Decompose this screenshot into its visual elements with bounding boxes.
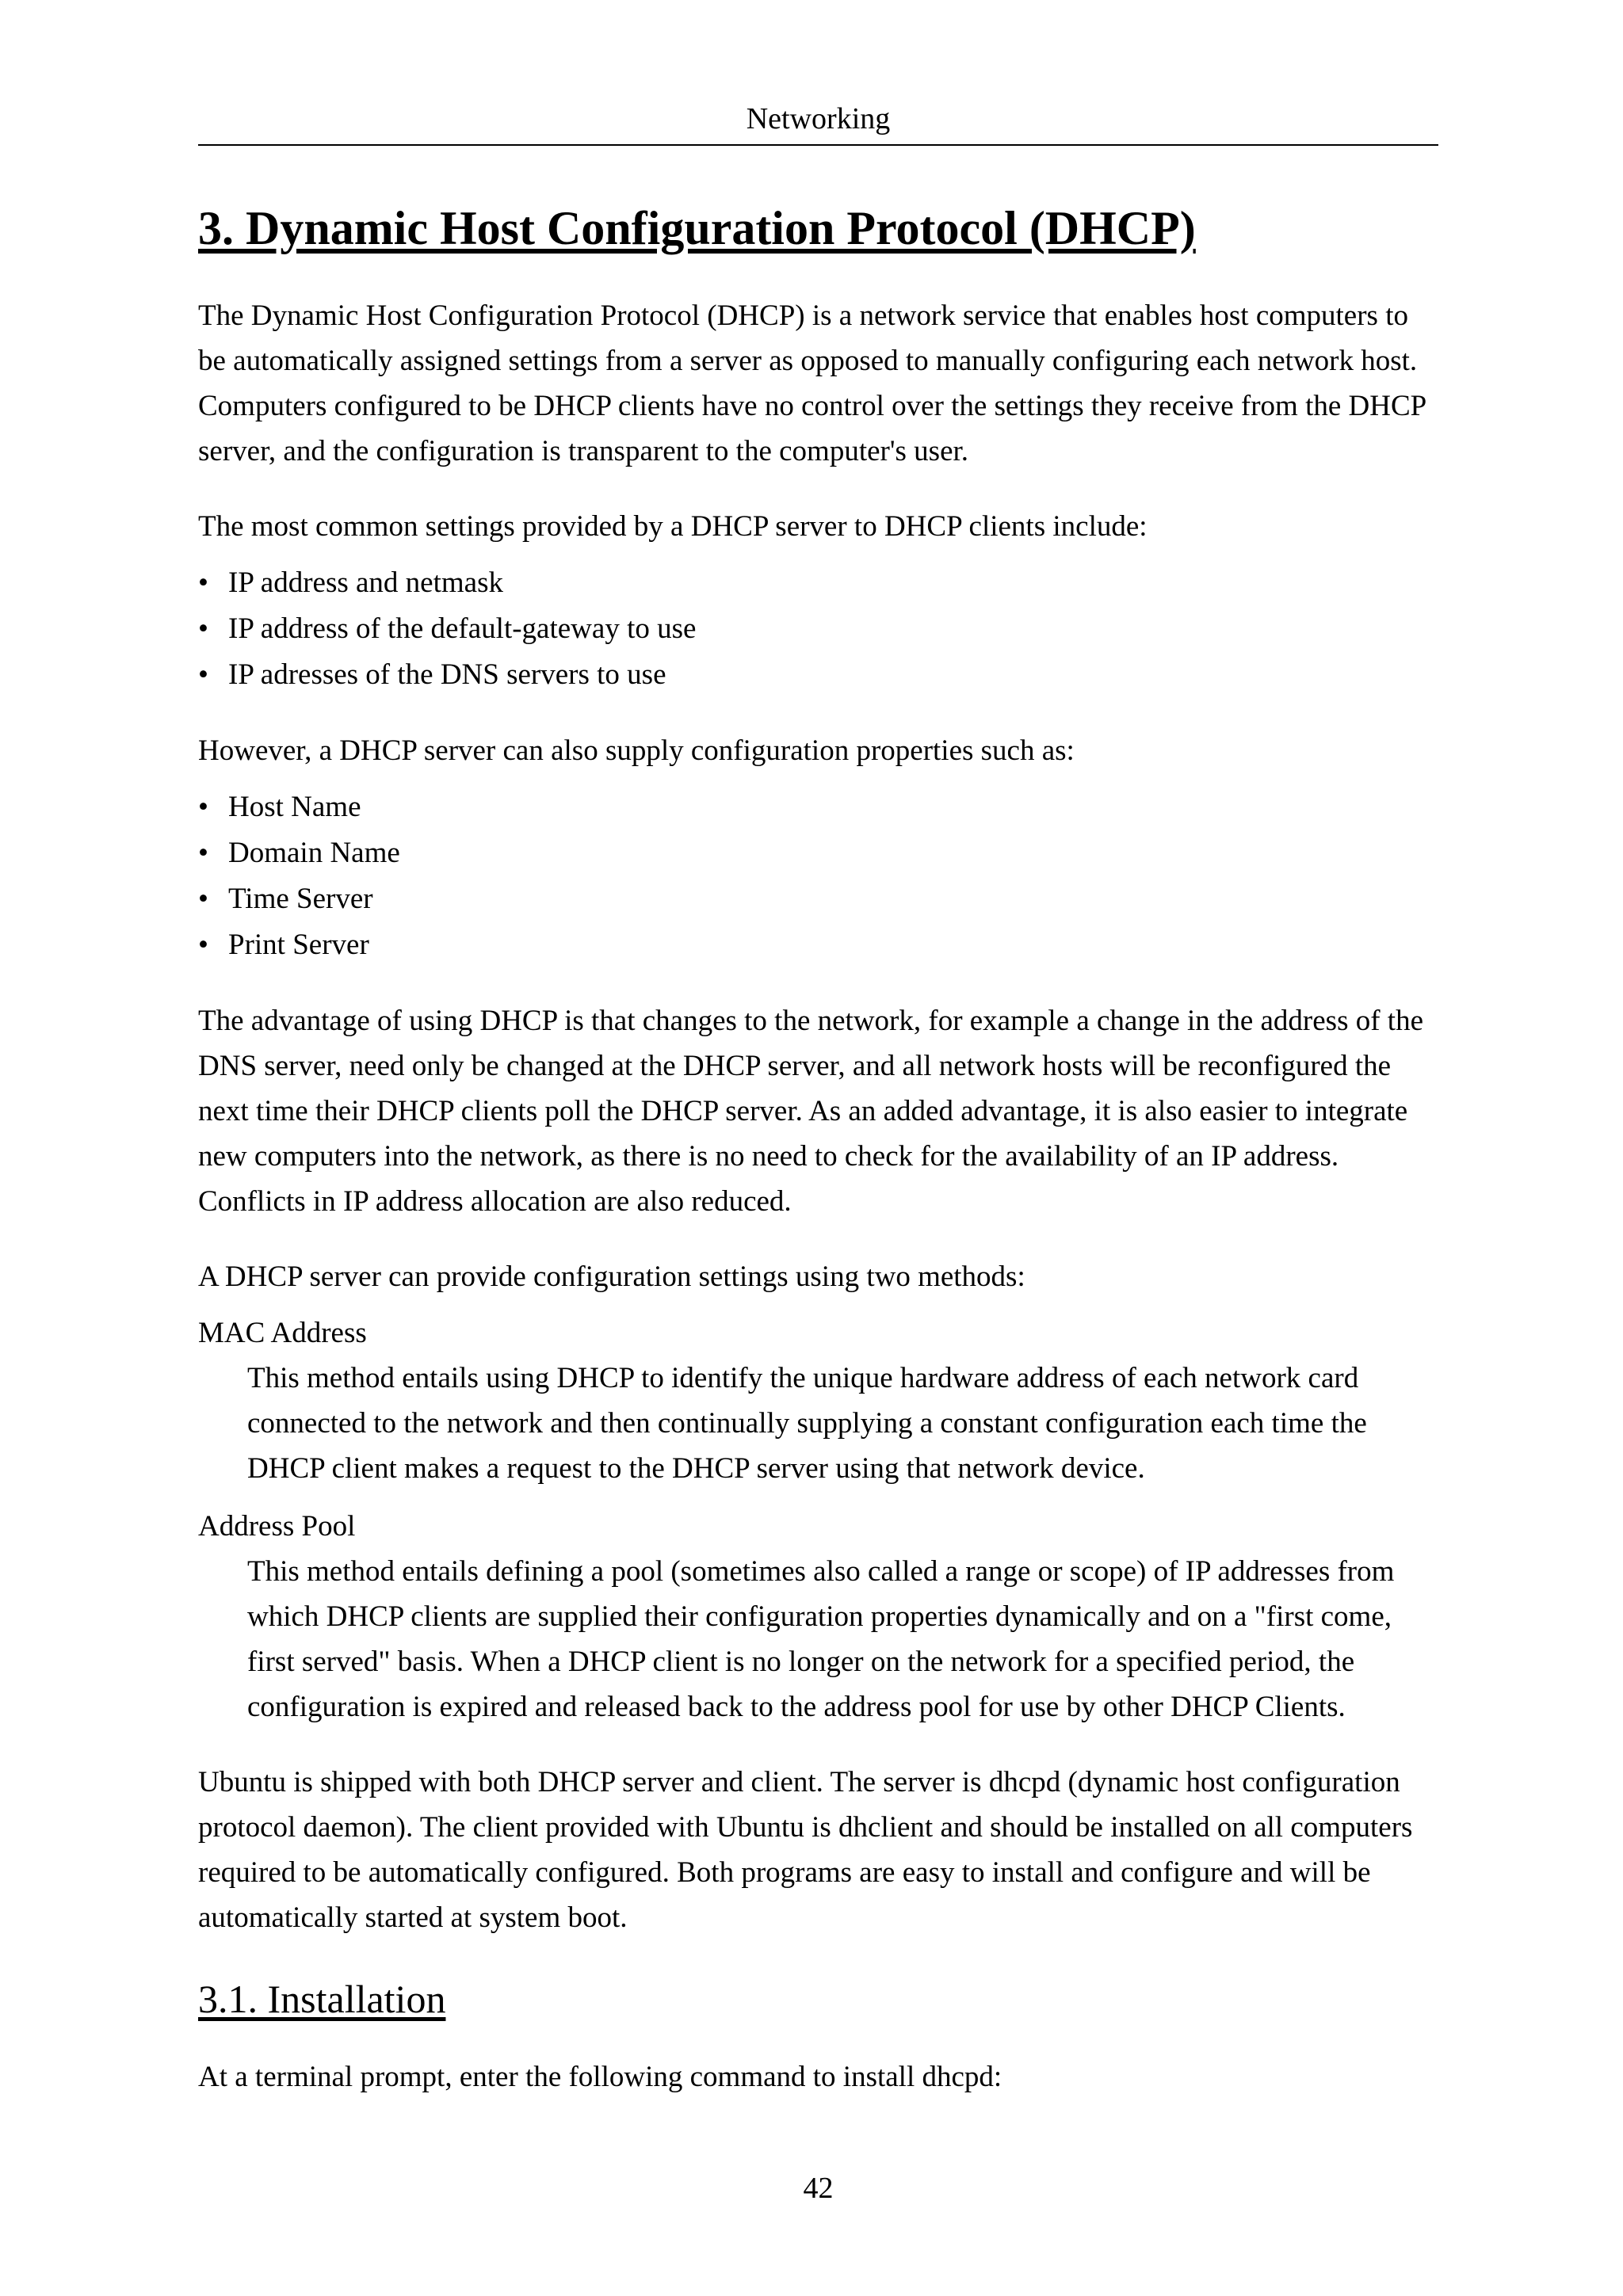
extra-settings-list	[198, 784, 1438, 968]
bullet-icon: •	[198, 566, 208, 599]
advantage-paragraph: The advantage of using DHCP is that changes to the network, for example a change in the address of the DNS server, need only be changed at the DHCP server, and all network hosts will be reconfigured the next time their DHCP clients poll the DHCP server. As an added advantage, it is also easier to integrate new computers into the network, as there is no need to check for the availability of an IP address. Conflicts in IP address allocation are also reduced.	[198, 1005, 1423, 1218]
bullet-icon: •	[198, 837, 208, 869]
bullet-icon: •	[198, 883, 208, 915]
bullet-icon: •	[198, 658, 208, 691]
list-item-text: IP address of the default-gateway to use	[228, 612, 697, 645]
header-rule	[198, 144, 1438, 146]
common-settings-list	[198, 560, 1438, 698]
list-item	[198, 652, 1438, 698]
list-item-text: Time Server	[228, 883, 373, 915]
extra-settings-lead: However, a DHCP server can also supply configuration properties such as:	[198, 734, 1075, 767]
installation-paragraph: At a terminal prompt, enter the following command to install dhcpd:	[198, 2061, 1002, 2093]
list-item	[198, 784, 1438, 830]
list-item	[198, 830, 1438, 876]
common-settings-lead: The most common settings provided by a DHCP server to DHCP clients include:	[198, 510, 1148, 543]
list-item-text: Print Server	[228, 929, 369, 961]
list-item-text: Host Name	[228, 791, 361, 823]
bullet-icon: •	[198, 612, 208, 645]
methods-list	[198, 1310, 1438, 1730]
list-item	[198, 606, 1438, 652]
list-item-text: Domain Name	[228, 837, 400, 869]
list-item	[198, 560, 1438, 606]
list-item-text: IP adresses of the DNS servers to use	[228, 658, 666, 691]
intro-paragraph: The Dynamic Host Configuration Protocol (DHCP) is a network service that enables host computers to be automatically assigned settings from a server as opposed to manually configuring each network host. Computers configured to be DHCP clients have no control over the settings they receive from the DHCP server, and the configuration is transparent to the computer's user.	[198, 299, 1426, 467]
method-term-address-pool: Address Pool	[198, 1510, 356, 1543]
list-item-text: IP address and netmask	[228, 566, 503, 599]
list-item	[198, 922, 1438, 968]
body-flow	[198, 195, 1438, 2130]
page-number: 42	[803, 2172, 834, 2205]
method-description-mac-address: This method entails using DHCP to identify the unique hardware address of each network card connected to the network and then continually supplying a constant configuration each time the DHCP client makes a request to the DHCP server using that network device.	[247, 1362, 1367, 1485]
chapter-title: 3. Dynamic Host Configuration Protocol (DHCP)	[198, 202, 1196, 254]
list-item	[198, 876, 1438, 922]
bullet-icon: •	[198, 929, 208, 961]
method-term-mac-address: MAC Address	[198, 1317, 367, 1349]
ubuntu-paragraph: Ubuntu is shipped with both DHCP server and client. The server is dhcpd (dynamic host configuration protocol daemon). The client provided with Ubuntu is dhclient and should be installed on all computers required to be automatically configured. Both programs are easy to install and configure and will be automatically started at system boot.	[198, 1766, 1413, 1934]
bullet-icon: •	[198, 791, 208, 823]
installation-section-title: 3.1. Installation	[198, 1977, 446, 2021]
methods-lead: A DHCP server can provide configuration settings using two methods:	[198, 1261, 1025, 1293]
running-header: Networking	[746, 102, 891, 135]
method-description-address-pool: This method entails defining a pool (sometimes also called a range or scope) of IP addresses from which DHCP clients are supplied their configuration properties dynamically and on a "first come, first served" basis. When a DHCP client is no longer on the network for a specified period, the configuration is expired and released back to the address pool for use by other DHCP Clients.	[247, 1555, 1395, 1723]
